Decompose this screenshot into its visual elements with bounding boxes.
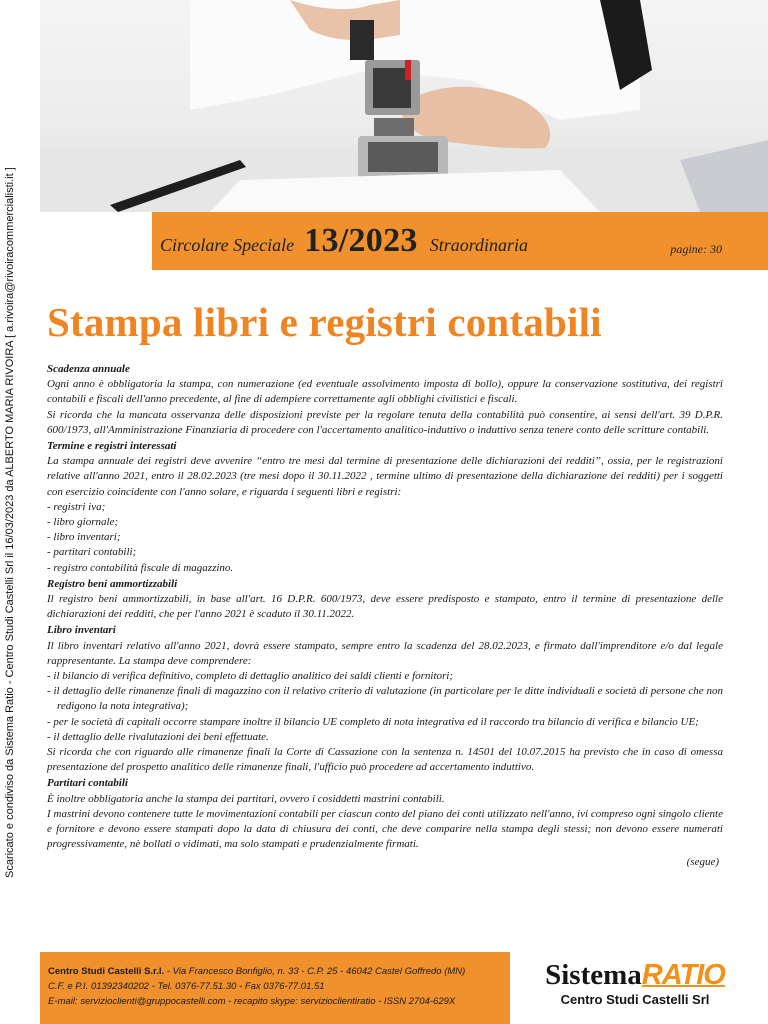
list-item: - libro giornale;: [47, 516, 119, 529]
footer-line: [48, 964, 465, 979]
sistema-ratio-logo: [520, 960, 750, 1016]
section-heading: Scadenza annuale: [47, 363, 130, 375]
section-inventari: [47, 623, 723, 775]
section-partitari: [47, 776, 723, 852]
circolare-title: [152, 222, 528, 260]
section-heading: Partitari contabili: [47, 777, 128, 790]
list-item: - il dettaglio delle rimanenze finali di magazzino con il relativo criterio di valutazione (in particolare per le ditte individuali e società di persone che non redigono la nota integrativa);: [47, 685, 723, 713]
footer-contacts: [48, 964, 465, 1009]
download-notice: Scaricato e condiviso da Sistema Ratio - Centro Studi Castelli Srl il 16/03/2023 da ALBERTO MARIA RIVOIRA [ a.rivoira@rivoiracommercialisti.it ]: [4, 167, 16, 878]
section-heading: Registro beni ammortizzabili: [47, 577, 178, 590]
list-item: - per le società di capitali occorre stampare inoltre il bilancio UE completo di nota integrativa ed il raccordo tra bilancio di verifica e bilancio UE;: [47, 715, 699, 728]
circolare-number: 13/2023: [304, 222, 418, 259]
list-item: - il dettaglio delle rivalutazioni dei beni effettuate.: [47, 730, 269, 743]
circolare-type: Straordinaria: [429, 235, 529, 255]
footer-contact-band: [40, 952, 510, 1024]
footer-line: E-mail: servizioclienti@gruppocastelli.com - recapito skype: servizioclientiratio - ISSN 2704-629X: [48, 996, 456, 1007]
logo-word-sistema: Sistema: [545, 959, 642, 991]
paragraph: Ogni anno è obbligatoria la stampa, con numerazione (ed eventuale assolvimento imposta di bollo), oppure la conservazione sostitutiva, dei registri contabili e fiscali dell'anno precedente, al fine di adempiere correttamente agli obblighi civilistici e fiscali.: [47, 378, 723, 406]
logo-word-ratio: RATIO: [641, 959, 725, 991]
section-heading: Libro inventari: [47, 624, 116, 637]
logo-subtitle: Centro Studi Castelli Srl: [560, 992, 710, 1007]
hero-photo: [40, 0, 768, 212]
circolare-label: Circolare Speciale: [160, 235, 295, 255]
paragraph: La stampa annuale dei registri deve avvenire “entro tre mesi dal termine di presentazione delle dichiarazioni dei redditi”, ossia, per le registrazioni relative all'anno 2021, entro il 28.02.2023 (tre mesi dopo il 30.11.2022 , termine ultimo di presentazione della dichiarazione dei redditi) per i soggetti con esercizio coincidente con l'anno solare, e riguarda i seguenti libri e registri:: [47, 455, 723, 498]
section-heading: Termine e registri interessati: [47, 440, 177, 453]
list-item: - libro inventari;: [47, 531, 121, 544]
list-item: - registri iva;: [47, 500, 106, 513]
company-address: - Via Francesco Bonfiglio, n. 33 - C.P. 25 - 46042 Castel Goffredo (MN): [164, 966, 466, 977]
list-item: - il bilancio di verifica definitivo, completo di dettaglio analitico dei saldi clienti e fornitori;: [47, 670, 454, 683]
paragraph: Il libro inventari relativo all'anno 2021, dovrà essere stampato, sempre entro la scadenza del 28.02.2023, e firmato dall'imprenditore e/o dal legale rappresentante. La stampa deve comprendere:: [47, 639, 723, 667]
page-count: pagine: 30: [670, 242, 722, 256]
circolare-header-band: [152, 212, 768, 270]
logo-wordmark: [520, 960, 750, 990]
continued-note: (segue): [686, 855, 719, 868]
stamp-illustration: [40, 0, 768, 212]
paragraph: Si ricorda che la mancata osservanza delle disposizioni previste per la regolare tenuta della contabilità può consentire, ai sensi dell'art. 39 D.P.R. 600/1973, all'Amministrazione Finanziaria di procedere con l'accertamento analitico-induttivo o induttivo senza tenere conto delle scritture contabili.: [47, 408, 723, 436]
paragraph: I mastrini devono contenere tutte le movimentazioni contabili per ciascun conto del piano dei conti utilizzato nell'anno, ivi compreso ogni singolo cliente e fornitore e devono essere stampati dopo la data di chiusura dei conti, che deve comparire nella stampa degli stessi; non devono essere numerati progressivamente, nè bollati o vidimati, ma solo stampati e prudenzialmente firmati.: [47, 807, 723, 851]
article-body: [47, 362, 723, 870]
section-scadenza: [47, 362, 723, 438]
paragraph: Il registro beni ammortizzabili, in base all'art. 16 D.P.R. 600/1973, deve essere predisposto e stampato, entro il termine di presentazione delle dichiarazioni dei redditi, che per l'anno 2021 è scaduto il 30.11.2022.: [47, 593, 723, 621]
list-item: - registro contabilità fiscale di magazzino.: [47, 561, 234, 574]
paragraph: È inoltre obbligatoria anche la stampa dei partitari, ovvero i cosiddetti mastrini contabili.: [47, 792, 445, 805]
footer-line: C.F. e P.I. 01392340202 - Tel. 0376-77.51.30 - Fax 0376-77.01.51: [48, 981, 325, 992]
paragraph: Si ricorda che con riguardo alle rimanenze finali la Corte di Cassazione con la sentenza n. 14501 del 10.07.2015 ha previsto che in caso di omessa presentazione del prospetto analitico delle rimanenze finali, l'ufficio può procedere ad accertamento induttivo.: [47, 746, 723, 774]
page-title: Stampa libri e registri contabili: [47, 299, 602, 345]
list-item: - partitari contabili;: [47, 546, 137, 559]
inventari-list: [47, 669, 723, 745]
section-termine: [47, 439, 723, 576]
section-beni: [47, 577, 723, 623]
registri-list: [47, 500, 723, 576]
company-name: Centro Studi Castelli S.r.l.: [48, 966, 165, 977]
